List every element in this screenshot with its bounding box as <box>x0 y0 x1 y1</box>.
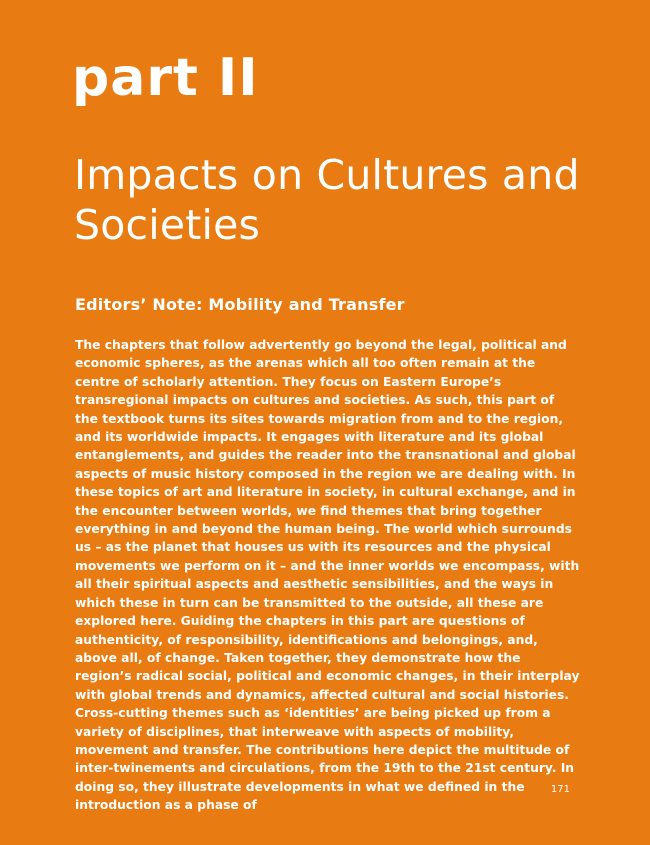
editors-note-body: The chapters that follow advertently go beyond the legal, political and economic spheres, as the arenas which all too often remain at the centre of scholarly attention. They focus on Eastern Europe’s transregional impacts on cultures and societies. As such, this part of the textbook turns its sites towards migration from and to the region, and its worldwide impacts. It engages with literature and its global entanglements, and guides the reader into the transnational and global aspects of music history composed in the region we are dealing with. In these topics of art and literature in society, in cultural exchange, and in the encounter between worlds, we find themes that bring together everything in and beyond the human being. The world which surrounds us – as the planet that houses us with its resources and the physical movements we perform on it – and the inner worlds we encompass, with all their spiritual aspects and aesthetic sensibilities, and the ways in which these in turn can be transmitted to the outside, all these are explored here. Guiding the chapters in this part are questions of authenticity, of responsibility, identifications and belongings, and, above all, of change. Taken together, they demonstrate how the region’s radical social, political and economic changes, in their interplay with global trends and dynamics, affected cultural and social histories. Cross-cutting themes such as ‘identities’ are being picked up from a variety of disciplines, that interweave with aspects of mobility, movement and transfer. The contributions here depict the multitude of inter-twinements and circulations, from the 19th to the 21st century. In doing so, they illustrate developments in what we defined in the introduction as a phase of <box>75 338 580 813</box>
page-number: 171 <box>550 784 570 795</box>
section-title: Impacts on Cultures and Societies <box>74 151 580 249</box>
editors-note-heading: Editors’ Note: Mobility and Transfer <box>75 295 405 314</box>
part-label: part II <box>72 48 259 108</box>
